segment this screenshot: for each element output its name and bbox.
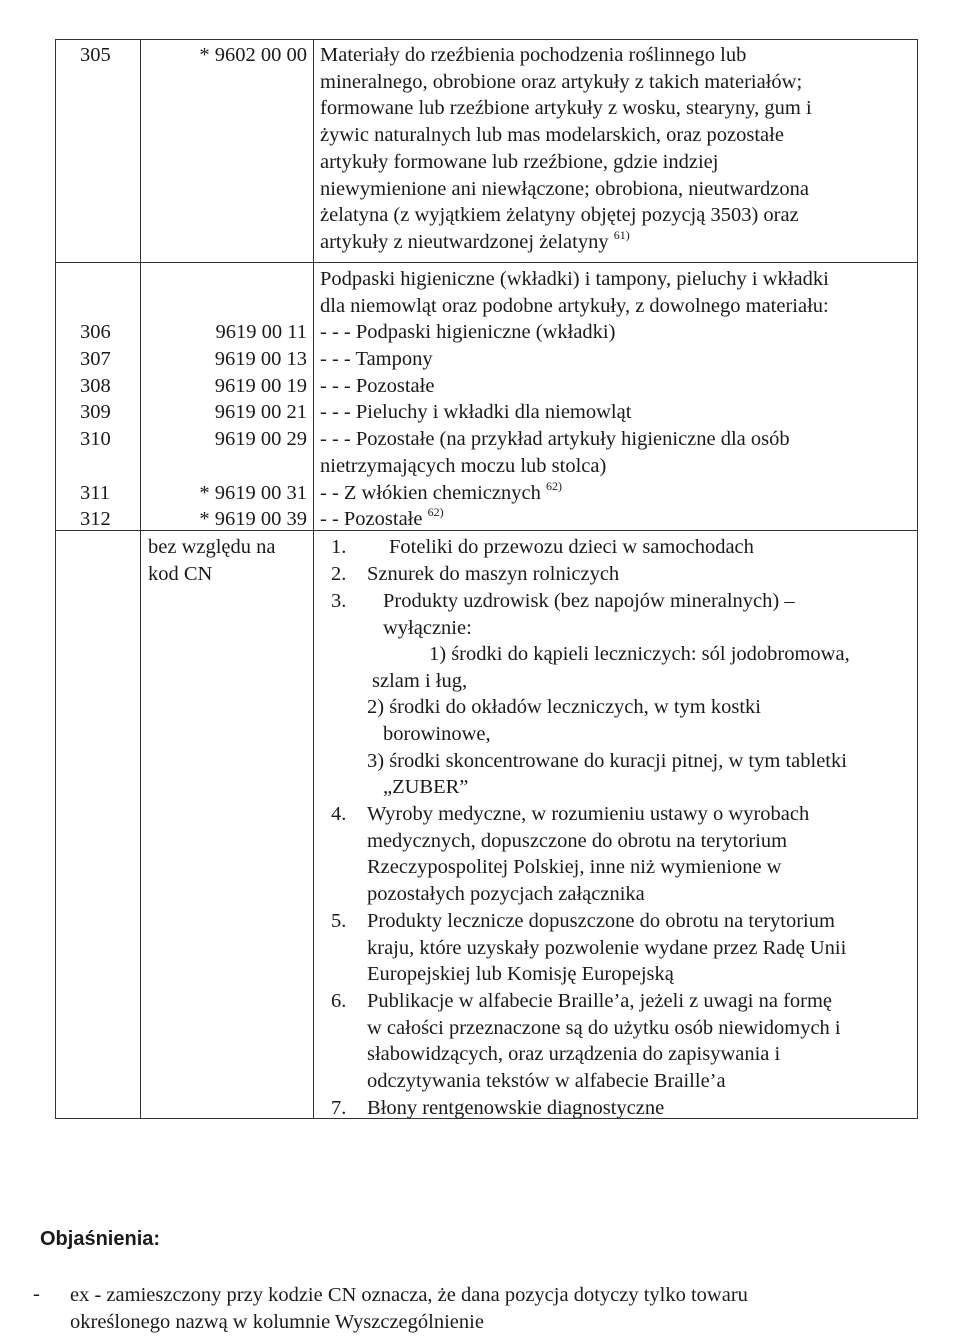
explanations-title: Objaśnienia: [40,1228,161,1250]
row-divider [56,262,917,263]
row-description: - - - Pozostałe [320,375,435,397]
goods-table [55,39,918,1119]
cn-code-note: bez względu na kod CN [148,536,276,585]
cn-code: 9619 00 29 [214,428,307,450]
sub-item: 1) środki do kąpieli leczniczych: sól jodobromowa, [429,643,850,665]
cn-code: * 9619 00 39 [199,508,307,530]
cn-code: * 9602 00 00 [199,44,307,66]
sub-item-continuation: „ZUBER” [383,776,469,798]
footnote-marker: 62) [545,479,562,493]
list-item: Produkty lecznicze dopuszczone do obrotu na terytorium kraju, które uzyskały pozwolenie wydane przez Radę Unii Europejskiej lub Komisję Europejską [367,910,847,986]
list-item-number: 2. [331,563,347,585]
row-description: - - - Pozostałe (na przykład artykuły higieniczne dla osób nietrzymających moczu lub stolca) [320,428,790,477]
row-number: 306 [80,321,111,343]
list-item: Wyroby medyczne, w rozumieniu ustawy o wyrobach medycznych, dopuszczone do obrotu na terytorium Rzeczypospolitej Polskiej, inne niż wymienione w pozostałych pozycjach załącznika [367,803,810,906]
list-item: Publikacje w alfabecie Braille’a, jeżeli z uwagi na formę w całości przeznaczone są do użytku osób niewidomych i słabowidzących, oraz urządzenia do zapisywania i odczytywania tekstów w alfabecie Braille’a [367,990,841,1093]
list-item: Sznurek do maszyn rolniczych [367,563,620,585]
row-description: - - - Pieluchy i wkładki dla niemowląt [320,401,632,423]
cn-code: 9619 00 11 [215,321,307,343]
list-item: Produkty uzdrowisk (bez napojów mineralnych) – wyłącznie: [383,590,795,639]
row-number: 305 [80,44,111,66]
sub-item: 2) środki do okładów leczniczych, w tym kostki [367,696,761,718]
list-item-number: 1. [331,536,347,558]
explanation-text: ex - zamieszczony przy kodzie CN oznacza, że dana pozycja dotyczy tylko towaru określonego nazwą w kolumnie Wyszczególnienie [70,1284,748,1333]
row-description: - - Pozostałe $^{62)}$ [320,505,444,530]
row-number: 307 [80,348,111,370]
group-heading: Podpaski higieniczne (wkładki) i tampony, pieluchy i wkładki dla niemowląt oraz podobne artykuły, z dowolnego materiału: [320,268,829,317]
list-item-number: 6. [331,990,347,1012]
list-item-number: 5. [331,910,347,932]
row-number: 311 [80,482,110,504]
cn-code: 9619 00 19 [214,375,307,397]
row-number: 309 [80,401,111,423]
bullet-dash: - [33,1283,40,1305]
list-item: Foteliki do przewozu dzieci w samochodach [389,536,754,558]
row-number: 312 [80,508,111,530]
list-item-number: 7. [331,1097,347,1119]
footnote-marker: 61) [613,227,630,242]
cn-code: * 9619 00 31 [199,482,307,504]
column-divider [313,40,314,1118]
cn-code: 9619 00 21 [214,401,307,423]
row-description: Materiały do rzeźbienia pochodzenia roślinnego lub mineralnego, obrobione oraz artykuły z takich materiałów; formowane lub rzeźbione artykuły z wosku, stearyny, gum i żywic naturalnych lub mas modelarskich, oraz pozostałe artykuły formowane lub rzeźbione, gdzie indziej niewymienione ani niewłączone; obrobiona, nieutwardzona żelatyna (z wyjątkiem żelatyny objętej pozycją 3503) oraz artykuły z nieutwardzonej żelatyny $^{61)}$ [320,44,812,253]
row-number: 308 [80,375,111,397]
sub-item-continuation: szlam i ług, [372,670,468,692]
footnote-marker: 62) [427,505,444,519]
list-item: Błony rentgenowskie diagnostyczne [367,1097,665,1119]
cn-code: 9619 00 13 [214,348,307,370]
list-item-number: 4. [331,803,347,825]
row-description: - - - Tampony [320,348,433,370]
row-number: 310 [80,428,111,450]
column-divider [140,40,141,1118]
sub-item-continuation: borowinowe, [383,723,491,745]
row-description: - - Z włókien chemicznych $^{62)}$ [320,479,562,504]
row-description: - - - Podpaski higieniczne (wkładki) [320,321,616,343]
list-item-number: 3. [331,590,347,612]
sub-item: 3) środki skoncentrowane do kuracji pitnej, w tym tabletki [367,750,847,772]
